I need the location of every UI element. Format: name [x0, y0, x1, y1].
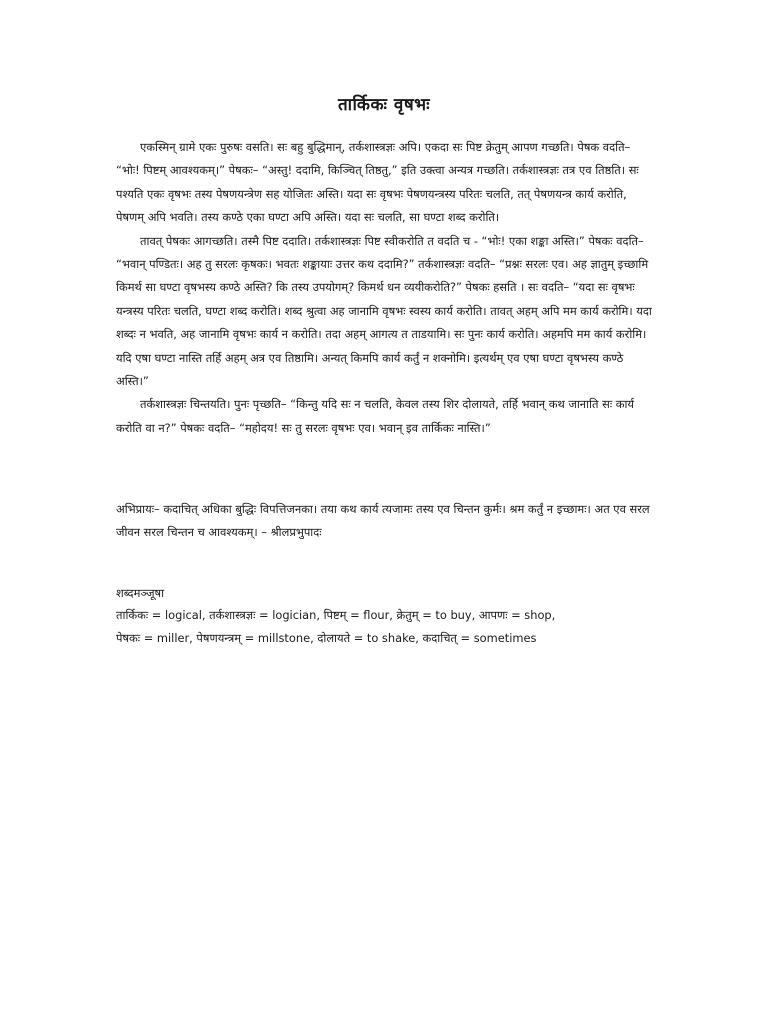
story-body — [116, 136, 656, 440]
page-title: तार्किकः वृषभः — [337, 95, 431, 115]
vocabulary-list — [116, 604, 676, 649]
vocabulary-line-2: पेषकः = miller, पेषणयन्त्रम् = millstone, दोलायते = to shake, कदाचित् = sometimes — [116, 630, 537, 645]
story-paragraph-3: तर्कशास्त्रज्ञः चिन्तयति। पुनः पृच्छति– “किन्तु यदि सः न चलति, केवल तस्य शिर दोलायते, तर्हि भवान् कथ जानाति सः कार्य करोति वा न?” पेषकः वदति– “महोदय! सः तु सरलः वृषभः एव। भवान् इव तार्किकः नास्ति।” — [116, 397, 635, 435]
story-paragraph-1: एकस्मिन् ग्रामे एकः पुरुषः वसति। सः बहु बुद्धिमान्, तर्कशास्त्रज्ञः अपि। एकदा सः पिष्ट क्रेतुम् आपण गच्छति। पेषक वदति– “भोः! पिष्टम् आवश्यकम्।” पेषकः– “अस्तु! ददामि, किञ्चित् तिष्ठतु,” इति उक्त्वा अन्यत्र गच्छति। तर्कशास्त्रज्ञः तत्र एव तिष्ठति। सः पश्यति एकः वृषभः तस्य पेषणयन्त्रेण सह योजितः अस्ति। यदा सः वृषभः पेषणयन्त्रस्य परितः चलति, तत् पेषणयन्त्र कार्य करोति, पेषणम् अपि भवति। तस्य कण्ठे एका घण्टा अपि अस्ति। यदा सः चलति, सा घण्टा शब्द करोति। — [116, 140, 639, 225]
moral-text: अभिप्रायः– कदाचित् अधिका बुद्धिः विपत्तिजनका। तया कथ कार्य त्यजामः तस्य एव चिन्तन कुर्मः। श्रम कर्तुं न इच्छामः। अत एव सरल जीवन सरल चिन्तन च आवश्यकम्। – श्रीलप्रभुपादः — [116, 502, 650, 540]
vocabulary-heading: शब्दमञ्जूषा — [116, 586, 165, 600]
story-paragraph-2: तावत् पेषकः आगच्छति। तस्मै पिष्ट ददाति। तर्कशास्त्रज्ञः पिष्ट स्वीकरोति त वदति च - “भोः! एका शङ्का अस्ति।” पेषकः वदति– “भवान् पण्डितः। अह तु सरलः कृषकः। भवतः शङ्कायाः उत्तर कथ ददामि?” तर्कशास्त्रज्ञः वदति– “प्रश्नः सरलः एव। अह ज्ञातुम् इच्छामि किमर्थ सा घण्टा वृषभस्य कण्ठे अस्ति? कि तस्य उपयोगम्? किमर्थ धन व्ययीकरोति?” पेषकः हसति । सः वदति– “यदा सः वृषभः यन्त्रस्य परितः चलति, घण्टा शब्द करोति। शब्द श्रुत्वा अह जानामि वृषभः स्वस्य कार्य करोति। तावत् अहम् अपि मम कार्य करोमि। यदा शब्दः न भवति, अह जानामि वृषभः कार्य न करोति। तदा अहम् आगत्य त ताडयामि। सः पुनः कार्य करोति। अहमपि मम कार्य करोमि। यदि एषा घण्टा नास्ति तर्हि अहम् अत्र एव तिष्ठामि। अन्यत् किमपि कार्य कर्तुं न शक्नोमि। इत्यर्थम् एव एषा घण्टा वृषभस्य कण्ठे अस्ति।” — [116, 233, 652, 389]
vocabulary-line-1: तार्किकः = logical, तर्कशास्त्रज्ञः = logician, पिष्टम् = flour, क्रेतुम् = to buy, आपणः = shop, — [116, 608, 556, 622]
